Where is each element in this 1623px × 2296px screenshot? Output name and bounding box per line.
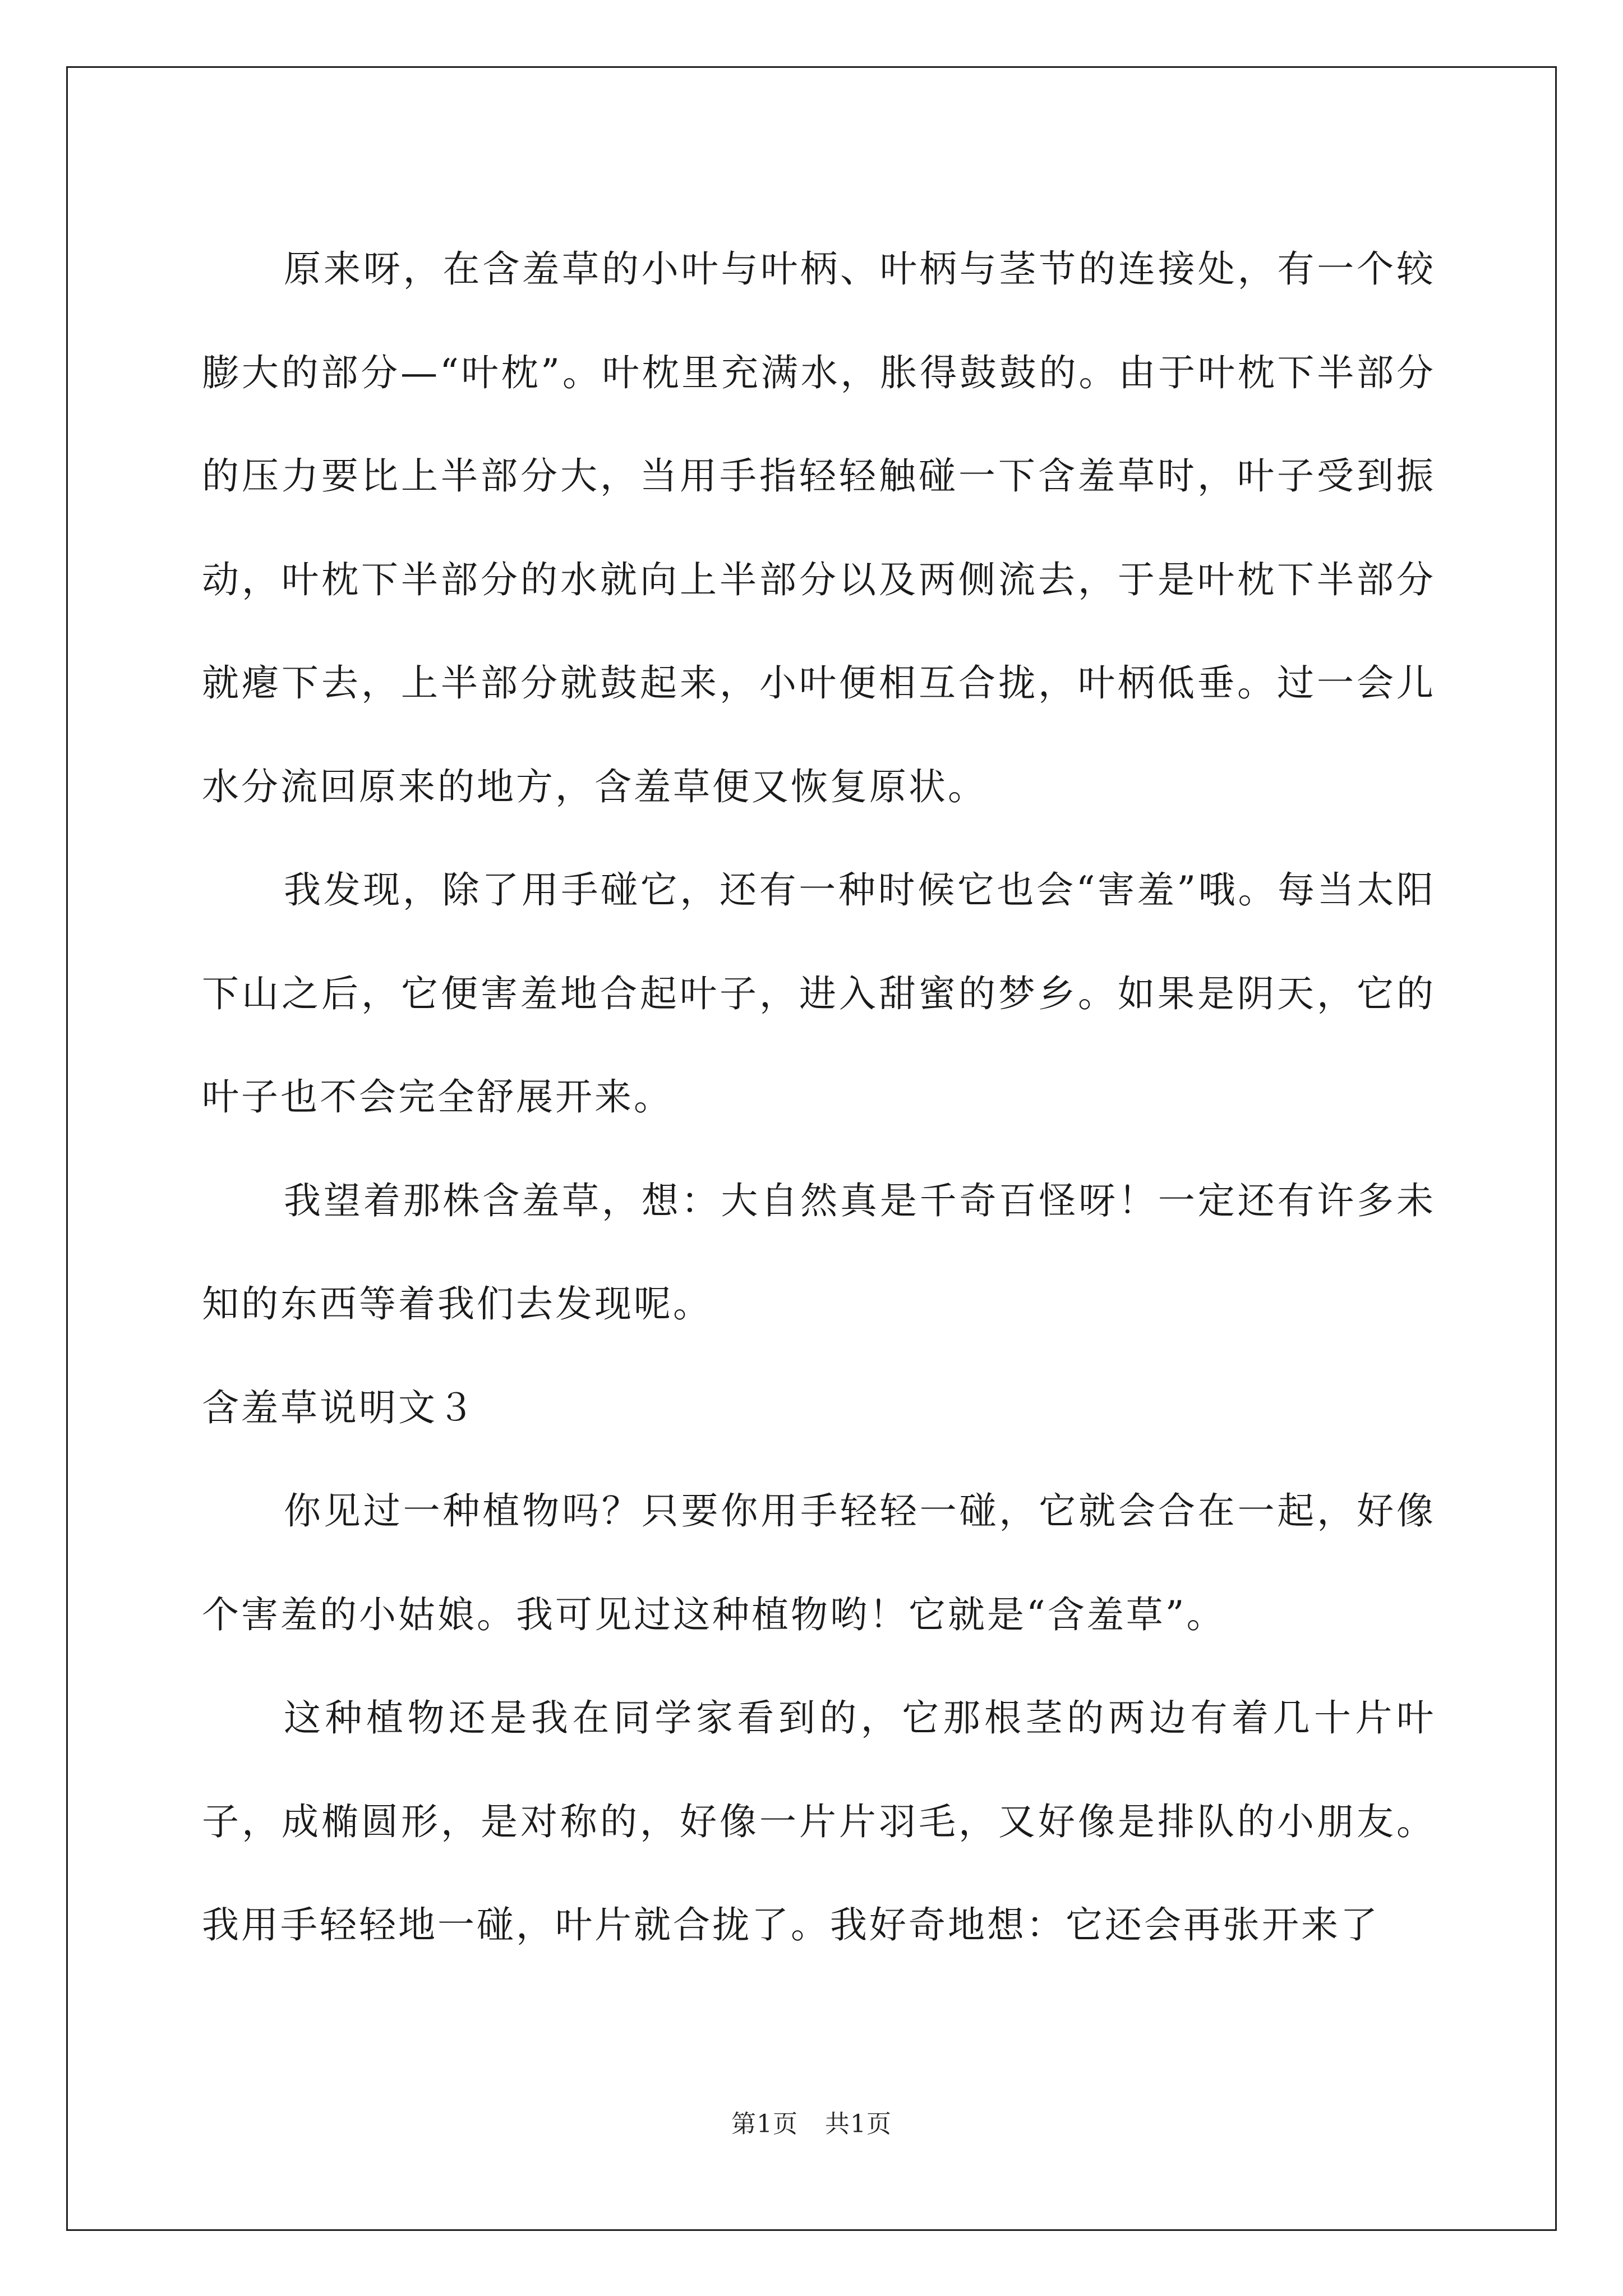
page-number: 第1页 (731, 2110, 798, 2138)
document-body (202, 218, 1436, 1977)
paragraph-1: 原来呀，在含羞草的小叶与叶柄、叶柄与茎节的连接处，有一个较膨大的部分—“叶枕”。叶枕里充满水，胀得鼓鼓的。由于叶枕下半部分的压力要比上半部分大，当用手指轻轻触碰一下含羞草时，叶子受到振动，叶枕下半部分的水就向上半部分以及两侧流去，于是叶枕下半部分就瘪下去，上半部分就鼓起来，小叶便相互合拢，叶柄低垂。过一会儿水分流回原来的地方，含羞草便又恢复原状。 (202, 247, 1436, 808)
section-heading: 含羞草说明文３ (202, 1386, 477, 1429)
paragraph-3: 我望着那株含羞草，想：大自然真是千奇百怪呀！一定还有许多未知的东西等着我们去发现呢。 (202, 1179, 1436, 1326)
paragraph-2: 我发现，除了用手碰它，还有一种时候它也会“害羞”哦。每当太阳下山之后，它便害羞地合起叶子，进入甜蜜的梦乡。如果是阴天，它的叶子也不会完全舒展开来。 (202, 868, 1436, 1119)
page-total: 共1页 (825, 2110, 892, 2138)
page-footer (0, 2104, 1623, 2139)
paragraph-5: 这种植物还是我在同学家看到的，它那根茎的两边有着几十片叶子，成椭圆形，是对称的，好像一片片羽毛，又好像是排队的小朋友。我用手轻轻地一碰，叶片就合拢了。我好奇地想：它还会再张开来了 (202, 1696, 1436, 1947)
paragraph-4: 你见过一种植物吗？只要你用手轻轻一碰，它就会合在一起，好像个害羞的小姑娘。我可见过这种植物哟！它就是“含羞草”。 (202, 1489, 1436, 1636)
